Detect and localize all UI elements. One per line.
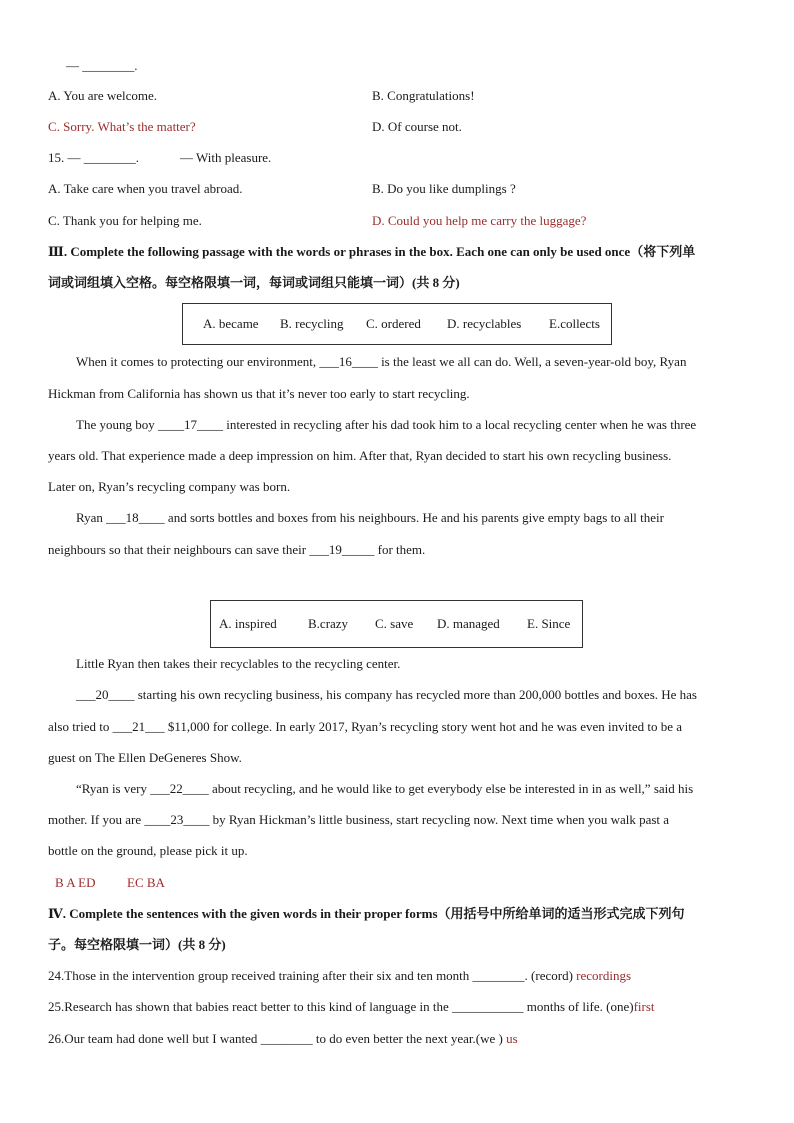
section4-heading-line1: Ⅳ. Complete the sentences with the given words in their proper forms（用括号中所给单词的适当形式完成下列句 [48,906,685,921]
q25-text: 25.Research has shown that babies react better to this kind of language in the ___________ months of life. (one) [48,999,634,1014]
word-box-2 [210,600,583,648]
passage-line: bottle on the ground, please pick it up. [48,843,248,858]
q24-text: 24.Those in the intervention group received training after their six and ten month ________. (record) [48,968,573,983]
passage-line: guest on The Ellen DeGeneres Show. [48,750,242,765]
passage-line: When it comes to protecting our environment, ___16____ is the least we all can do. Well, a seven-year-old boy, Ryan [76,354,687,369]
q15-option-d: D. Could you help me carry the luggage? [372,213,587,228]
word-box-2-item: D. managed [437,616,500,631]
passage-line: also tried to ___21___ $11,000 for college. In early 2017, Ryan’s recycling story went hot and he was even invited to be a [48,719,683,734]
q15-stem: 15. — ________. [48,150,139,165]
q15-option-a: A. Take care when you travel abroad. [48,181,243,196]
section3-answers-2: EC BA [127,875,165,890]
q14-option-d: D. Of course not. [372,119,462,134]
q15-reply: — With pleasure. [180,150,272,165]
word-box-1 [182,303,612,345]
passage-line: ___20____ starting his own recycling business, his company has recycled more than 200,000 bottles and boxes. He has [76,687,697,702]
word-box-1-item: E.collects [549,316,600,331]
q14-blank: — ________. [66,58,138,73]
word-box-2-item: A. inspired [219,616,277,631]
passage-line: neighbours so that their neighbours can save their ___19_____ for them. [48,542,426,557]
passage-line: mother. If you are ____23____ by Ryan Hickman’s little business, start recycling now. Next time when you walk past a [48,812,670,827]
section4-heading-line2: 子。每空格限填一词）(共 8 分) [48,937,226,952]
q24-answer: recordings [576,968,632,983]
passage-line: “Ryan is very ___22____ about recycling, and he would like to get everybody else be interested in in as well,” said his [76,781,694,796]
passage-line: Hickman from California has shown us that it’s never too early to start recycling. [48,386,470,401]
section3-answers-1: B A ED [55,875,96,890]
word-box-1-item: A. became [203,316,259,331]
q14-option-c: C. Sorry. What’s the matter? [48,119,196,134]
q25 [48,999,655,1015]
word-box-2-item: B.crazy [308,616,349,631]
q24 [48,968,631,984]
q14-option-b: B. Congratulations! [372,88,475,103]
q15-option-c: C. Thank you for helping me. [48,213,202,228]
word-box-1-item: C. ordered [366,316,421,331]
q15-option-b: B. Do you like dumplings ? [372,181,516,196]
q26 [48,1031,518,1047]
word-box-1-item: D. recyclables [447,316,522,331]
word-box-2-item: C. save [375,616,414,631]
word-box-2-item: E. Since [527,616,571,631]
q25-answer: first [633,999,655,1014]
q26-text: 26.Our team had done well but I wanted ________ to do even better the next year.(we ) [48,1031,503,1046]
passage-line: Little Ryan then takes their recyclables to the recycling center. [76,656,401,671]
q14-option-a: A. You are welcome. [48,88,158,103]
section3-heading-line2: 词或词组填入空格。每空格限填一词，每词或词组只能填一词）(共 8 分) [48,275,460,290]
passage-line: Ryan ___18____ and sorts bottles and boxes from his neighbours. He and his parents give empty bags to all their [76,510,664,525]
passage-line: Later on, Ryan’s recycling company was born. [48,479,291,494]
q26-answer: us [506,1031,518,1046]
section3-heading-line1: Ⅲ. Complete the following passage with the words or phrases in the box. Each one can only be used once（将下列单 [48,244,696,259]
passage-line: years old. That experience made a deep impression on him. After that, Ryan decided to start his own recycling business. [48,448,672,463]
word-box-1-item: B. recycling [280,316,344,331]
passage-line: The young boy ____17____ interested in recycling after his dad took him to a local recycling center when he was three [76,417,697,432]
